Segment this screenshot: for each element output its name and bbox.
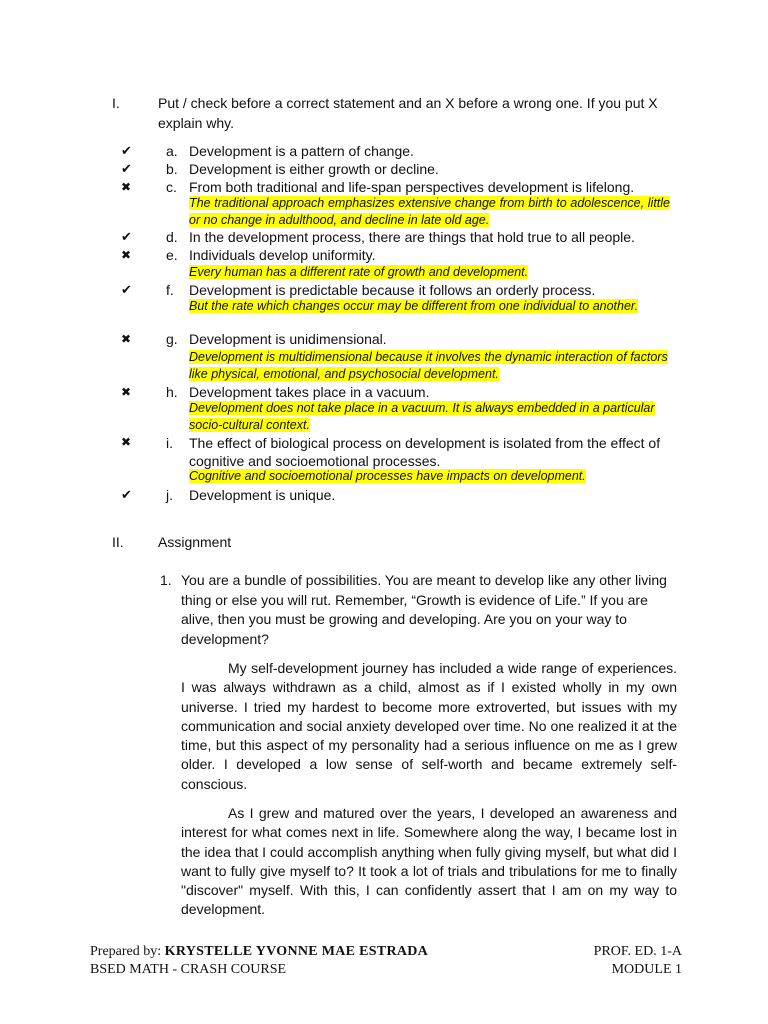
item-statement: Individuals develop uniformity. <box>189 247 376 263</box>
highlighted-explanation: The traditional approach emphasizes extensive change from birth to adolescence, little or no change in adulthood, and decline in late old age. <box>189 196 670 227</box>
x-mark-icon: ✖ <box>121 248 132 262</box>
item-explanation <box>189 349 670 382</box>
x-mark-icon: ✖ <box>121 435 132 449</box>
item-statement: In the development process, there are things that hold true to all people. <box>189 229 635 245</box>
item-explanation <box>189 468 670 485</box>
check-icon: ✔ <box>121 229 132 244</box>
footer-module: MODULE 1 <box>611 962 682 977</box>
section-2-title: Assignment <box>158 534 232 550</box>
highlighted-explanation: Every human has a different rate of growth and development. <box>189 265 529 279</box>
item-statement: Development is either growth or decline. <box>189 161 439 177</box>
item-statement: The effect of biological process on development is isolated from the effect of cognitive and socioemotional processes. <box>189 435 661 469</box>
highlighted-explanation: Development is multidimensional because it involves the dynamic interaction of factors like physical, emotional, and psychosocial development. <box>189 350 668 381</box>
item-letter: j. <box>166 487 173 503</box>
item-statement: Development is predictable because it follows an orderly process. <box>189 282 596 298</box>
x-mark-icon: ✖ <box>121 180 132 194</box>
item-letter: e. <box>166 247 178 263</box>
item-explanation <box>189 400 670 433</box>
item-statement: Development is a pattern of change. <box>189 143 414 159</box>
highlighted-explanation: But the rate which changes occur may be different from one individual to another. <box>189 299 639 313</box>
assignment-question-number: 1. <box>160 572 172 588</box>
item-statement: Development is unique. <box>189 487 336 503</box>
highlighted-explanation: Cognitive and socioemotional processes have impacts on development. <box>189 469 586 483</box>
author-name: KRYSTELLE YVONNE MAE ESTRADA <box>164 944 429 959</box>
section-1-number: I. <box>112 95 120 111</box>
check-icon: ✔ <box>121 143 132 158</box>
item-statement: Development is unidimensional. <box>189 331 387 347</box>
footer-prepared-by <box>90 943 428 961</box>
item-letter: i. <box>166 435 173 451</box>
item-explanation <box>189 264 670 281</box>
section-2-number: II. <box>112 534 124 550</box>
assignment-question: You are a bundle of possibilities. You are meant to develop like any other living thing or else you will rut. Remember, “Growth is evidence of Life.” If you are alive, then you must be growing and developing. Are you on your way to development? <box>181 572 667 647</box>
highlighted-explanation: Development does not take place in a vacuum. It is always embedded in a particular socio-cultural context. <box>189 401 655 432</box>
answer-paragraph-2: As I grew and matured over the years, I developed an awareness and interest for what comes next in life. Somewhere along the way, I became lost in the idea that I could accomplish anything when fully giving myself, but what did I want to fully give myself to? It took a lot of trials and tribulations for me to finally "discover" myself. With this, I can confidently assert that I am on my way to development. <box>181 805 677 918</box>
item-letter: d. <box>166 229 178 245</box>
check-icon: ✔ <box>121 161 132 176</box>
section-1-instruction: Put / check before a correct statement and an X before a wrong one. If you put X explain why. <box>158 95 658 131</box>
prepared-by-label: Prepared by: <box>90 944 162 959</box>
item-statement: Development takes place in a vacuum. <box>189 384 430 400</box>
footer-course: BSED MATH - CRASH COURSE <box>90 962 287 977</box>
x-mark-icon: ✖ <box>121 332 132 346</box>
check-icon: ✔ <box>121 282 132 297</box>
item-letter: c. <box>166 179 177 195</box>
item-letter: g. <box>166 331 178 347</box>
item-letter: h. <box>166 384 178 400</box>
item-letter: f. <box>166 282 174 298</box>
item-letter: b. <box>166 161 178 177</box>
item-statement: From both traditional and life-span perspectives development is lifelong. <box>189 179 635 195</box>
item-explanation <box>189 298 670 315</box>
x-mark-icon: ✖ <box>121 385 132 399</box>
footer-subject: PROF. ED. 1-A <box>593 944 682 959</box>
check-icon: ✔ <box>121 487 132 502</box>
item-letter: a. <box>166 143 178 159</box>
item-explanation <box>189 195 670 228</box>
answer-paragraph-1: My self-development journey has included a wide range of experiences. I was always withdrawn as a child, almost as if I existed wholly in my own universe. I tried my hardest to become more extroverted, but issues with my communication and social anxiety developed over time. No one realized it at the time, but this aspect of my personality had a serious influence on me as I grew older. I developed a low sense of self-worth and became extremely self-conscious. <box>181 660 677 792</box>
